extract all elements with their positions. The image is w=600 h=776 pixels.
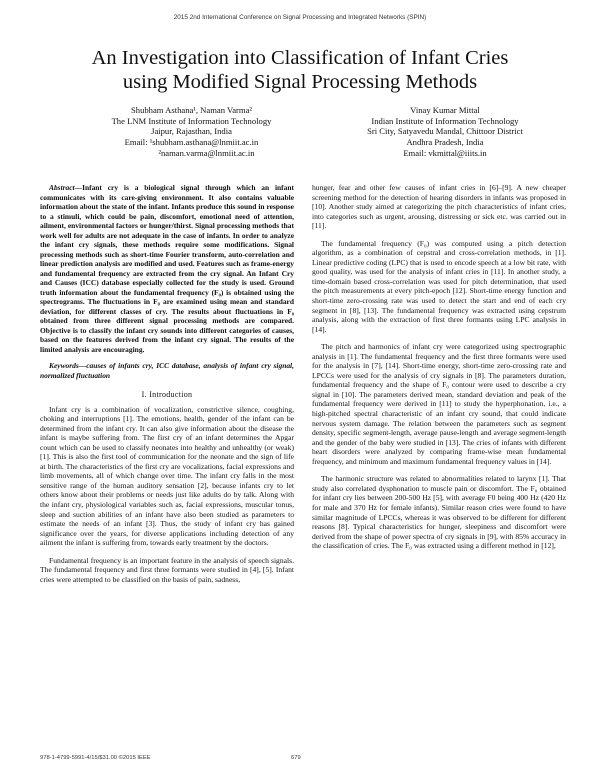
author-email-1: Email: ¹shubham.asthana@lnmiit.ac.in (124, 137, 259, 148)
keywords-label: Keywords (49, 361, 79, 370)
keywords (40, 361, 294, 380)
author-names: Shubham Asthana¹, Naman Varma² (131, 105, 252, 115)
authors-left-block (64, 105, 319, 159)
right-paragraph-1: hunger, fear and other few causes of infant cries in [6]–[9]. A new cheaper screening method for the detection of hearing disorders in infants was proposed in [10]. Another study aimed at categorizing the pitch characteristics of infant cries, into categories such as urgent, arousing, distressing or sick etc. was carried out in [11]. (312, 183, 566, 231)
author-email: Email: vkmittal@iiits.in (403, 147, 487, 158)
right-paragraph-4: The harmonic structure was related to abnormalities related to larynx [1]. That study also correlated dysphonation to muscle pain or discomfort. The F₀ obtained for infant cry lies between 200-500 Hz [5], with average F0 being 400 Hz (420 Hz for male and 370 Hz for female infants). Similar reason cries were found to have similar magnitude of LPCCs, whereas it was observed to be different for different reasons [8]. Typical characteristics for hunger, sleepiness and discomfort were derived from the shape of power spectra of cry signals in [9], with 85% accuracy in the classification of cries. The F₀ was extracted using a different method in [12], (312, 474, 566, 551)
right-column (312, 183, 566, 551)
abstract-label: Abstract (49, 183, 75, 192)
authors-right-block (320, 105, 570, 159)
author-name: Vinay Kumar Mittal (410, 105, 480, 115)
footer-isbn: 978-1-4799-5991-4/15/$31.00 ©2015 IEEE (40, 755, 151, 761)
right-paragraph-3: The pitch and harmonics of infant cry were categorized using spectrographic analysis in [1]. The fundamental frequency and the first three formants were used for the analysis in [7], [14]. Short-time energy, short-time zero-crossing rate and LPCCs were used for the analysis of cry signals in [8]. The parameters duration, fundamental frequency and the shape of F₀ contour were used to describe a cry signal in [10]. The parameters derived mean, standard deviation and peak of the fundamental frequency were derived in [11] to study the hyperphonation, i.e., a high-pitched spectral characteristic of an infant cry sound, that could indicate nervous system damage. The relation between the parameters such as segment density, specific segment-length, average pause-length and average segment-length and the gender of the baby were studied in [13]. The cries of infants with different heart disorders were analyzed by comparing frame-wise mean fundamental frequency, and minimum and maximum fundamental frequency values in [14]. (312, 342, 566, 466)
author-location: Sri City, Satyavedu Mandal, Chittoor District (367, 126, 523, 137)
right-paragraph-2: The fundamental frequency (F₀) was computed using a pitch detection algorithm, as a combination of cepstral and cross-correlation methods, in [1]. Linear predictive coding (LPC) that is used to encode speech at a low bit rate, with good quality, was used for the analysis of infant cries in [11]. In another study, a time-domain based cross-correlation was used for pitch determination, that used the pitch measurements at every pitch-epoch [12]. Short-time energy function and short-time zero-crossing rate was used to detect the start and end of each cry segment in [8], [13]. The fundamental frequency was extracted using cepstrum analysis, along with the extraction of first three formants using LPC analysis in [14]. (312, 238, 566, 334)
paper-title (20, 46, 580, 94)
title-line-1: An Investigation into Classification of Infant Cries (91, 47, 509, 69)
section-heading-introduction: I. Introduction (141, 390, 193, 399)
conference-header: 2015 2nd International Conference on Signal Processing and Integrated Networks (SPIN) (173, 14, 427, 21)
intro-paragraph-2: Fundamental frequency is an important feature in the analysis of speech signals. The fundamental frequency and first three formants were studied in [4], [5]. Infant cries were attempted to be classified on the basis of pain, sadness, (40, 555, 294, 584)
keywords-text: —causes of infants cry, ICC database, analysis of infant cry signal, normalized fluctuation (40, 361, 294, 380)
page-number: 679 (291, 755, 301, 761)
abstract (40, 183, 294, 354)
author-location: Jaipur, Rajasthan, India (151, 126, 232, 137)
author-affiliation: Indian Institute of Information Technology (371, 115, 519, 126)
title-line-2: using Modified Signal Processing Methods (122, 71, 478, 93)
author-email-2: ²naman.varma@lnmiit.ac.in (158, 147, 255, 158)
author-affiliation: The LNM Institute of Information Technology (111, 115, 272, 126)
left-column (40, 183, 294, 584)
intro-paragraph-1: Infant cry is a combination of vocalization, constrictive silence, coughing, choking and interruptions [1]. The emotions, health, gender of the infant can be determined from the infant cry. It can also give information about the disease the infant is maybe suffering from. The first cry of an infant determines the Apgar count which can be used to classify neonates into healthy and unhealthy (or weak) [1]. This is also the first tool of communication for the neonate and the sign of life at birth. The characteristics of the first cry are vocalizations, facial expressions and limb movements, all of which change over time. The infant cry falls in the most sensitive range of the human auditory sensation [2], because infants cry to let others know about their problems or needs just like adults do by talk. Along with the infant cry, physiological variables such as, facial expressions, muscular tonus, sleep and suction abilities of an infant have also been studied as parameters to estimate the needs of an infant [3]. Thus, the study of infant cry has gained significance over the years, for diverse applications including detection of any ailment the infant is suffering from, towards early treatment by the doctors. (40, 404, 294, 548)
abstract-text: —Infant cry is a biological signal through which an infant communicates with its care-giving environment. It also contains valuable information about the state of the infant. Infants produce this sound in response to a stimuli, which could be pain, discomfort, emotional need of attention, ailment, environmental factors or hunger/thirst. Signal processing methods that work well for adults are not adequate in the case of infants. In order to analyze the infant cry signals, these methods require some modifications. Signal processing methods such as short-time Fourier transform, auto-correlation and linear prediction analysis are modified and used. Features such as frame-energy and fundamental frequency are extracted from the cry signal. An Infant Cry and Causes (ICC) database especially collected for the study is used. Ground truth information about the fundamental frequency (F₀) is obtained using the spectrograms. The fluctuations in F₀ are examined using mean and standard deviation, for different classes of cry. The results about fluctuations in F₀ obtained from three different signal processing methods are compared. Objective is to classify the infant cry sounds into different categories of causes, based on the features derived from the infant cry signal. The results of the limited analysis are encouraging. (40, 183, 294, 354)
author-region: Andhra Pradesh, India (406, 137, 484, 148)
